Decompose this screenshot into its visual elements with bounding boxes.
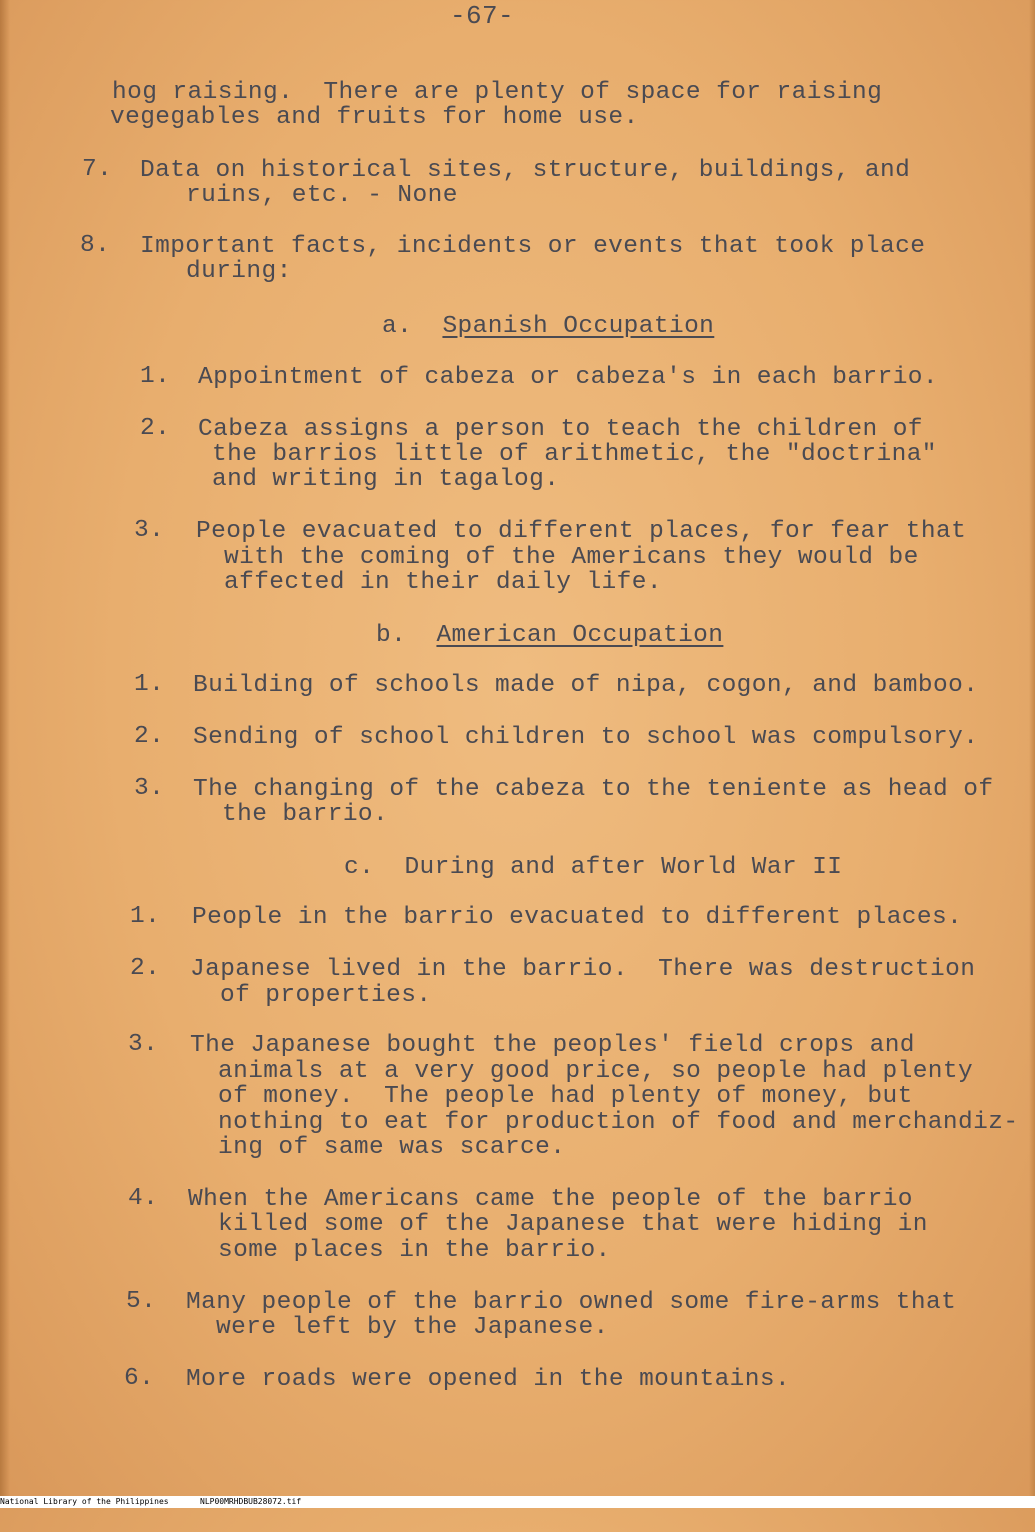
- text-line: More roads were opened in the mountains.: [186, 1366, 791, 1393]
- text-line: Japanese lived in the barrio. There was destruction: [190, 956, 976, 983]
- item-number: 1.: [130, 903, 161, 930]
- item-number: 7.: [82, 156, 113, 183]
- section-heading: [344, 855, 842, 881]
- text-line: Many people of the barrio owned some fire-arms that: [186, 1289, 957, 1316]
- text-line: killed some of the Japanese that were hiding in: [218, 1211, 928, 1238]
- item-number: 6.: [124, 1365, 155, 1392]
- text-line: Appointment of cabeza or cabeza's in each barrio.: [198, 364, 939, 391]
- footer-filename: NLP00MRHDBUB28072.tif: [200, 1497, 302, 1506]
- text-line: of properties.: [220, 982, 432, 1009]
- page-left-shadow: [0, 0, 10, 1496]
- text-line: were left by the Japanese.: [216, 1314, 609, 1341]
- text-line: nothing to eat for production of food and merchandiz-: [218, 1109, 1019, 1136]
- item-number: 1.: [134, 671, 165, 698]
- text-line: Cabeza assigns a person to teach the children of: [198, 416, 923, 443]
- footer-library: National Library of the Philippines: [0, 1497, 169, 1506]
- section-title: Spanish Occupation: [442, 313, 715, 340]
- section-title: American Occupation: [436, 622, 724, 649]
- text-line: ing of same was scarce.: [218, 1134, 566, 1161]
- scan-footer: [0, 1496, 1035, 1508]
- text-line: Sending of school children to school was compulsory.: [193, 724, 979, 751]
- item-number: 2.: [130, 955, 161, 982]
- text-line: Data on historical sites, structure, buildings, and: [140, 157, 911, 184]
- item-number: 8.: [80, 232, 111, 259]
- item-number: 2.: [140, 415, 171, 442]
- item-number: 3.: [134, 517, 165, 544]
- text-line: and writing in tagalog.: [212, 466, 560, 493]
- text-line: Building of schools made of nipa, cogon, and bamboo.: [193, 672, 979, 699]
- page-right-shadow: [1029, 0, 1035, 1496]
- text-line: the barrio.: [222, 801, 389, 828]
- text-line: People in the barrio evacuated to different places.: [192, 904, 963, 931]
- text-line: People evacuated to different places, for fear that: [196, 518, 967, 545]
- section-letter: c.: [344, 854, 375, 881]
- text-line: the barrios little of arithmetic, the "doctrina": [212, 441, 937, 468]
- text-line: of money. The people had plenty of money, but: [218, 1083, 913, 1110]
- section-letter: b.: [376, 622, 407, 649]
- text-line: Important facts, incidents or events that took place: [140, 233, 926, 260]
- section-title: During and after World War II: [404, 854, 843, 881]
- item-number: 1.: [140, 363, 171, 390]
- text-line: The Japanese bought the peoples' field crops and: [190, 1032, 915, 1059]
- text-line: When the Americans came the people of the barrio: [188, 1186, 913, 1213]
- text-line: hog raising. There are plenty of space for raising: [112, 79, 883, 106]
- item-number: 3.: [134, 775, 165, 802]
- item-number: 4.: [128, 1185, 159, 1212]
- text-line: affected in their daily life.: [224, 569, 662, 596]
- text-line: animals at a very good price, so people had plenty: [218, 1058, 974, 1085]
- section-heading: [376, 623, 723, 649]
- page-number: -67-: [450, 1, 515, 31]
- item-number: 5.: [126, 1288, 157, 1315]
- text-line: some places in the barrio.: [218, 1237, 611, 1264]
- text-line: with the coming of the Americans they would be: [224, 544, 919, 571]
- text-line: during:: [186, 258, 292, 285]
- section-letter: a.: [382, 313, 413, 340]
- text-line: The changing of the cabeza to the teniente as head of: [193, 776, 994, 803]
- text-line: ruins, etc. - None: [186, 182, 458, 209]
- text-line: vegegables and fruits for home use.: [110, 104, 639, 131]
- section-heading: [382, 314, 714, 340]
- item-number: 2.: [134, 723, 165, 750]
- item-number: 3.: [128, 1031, 159, 1058]
